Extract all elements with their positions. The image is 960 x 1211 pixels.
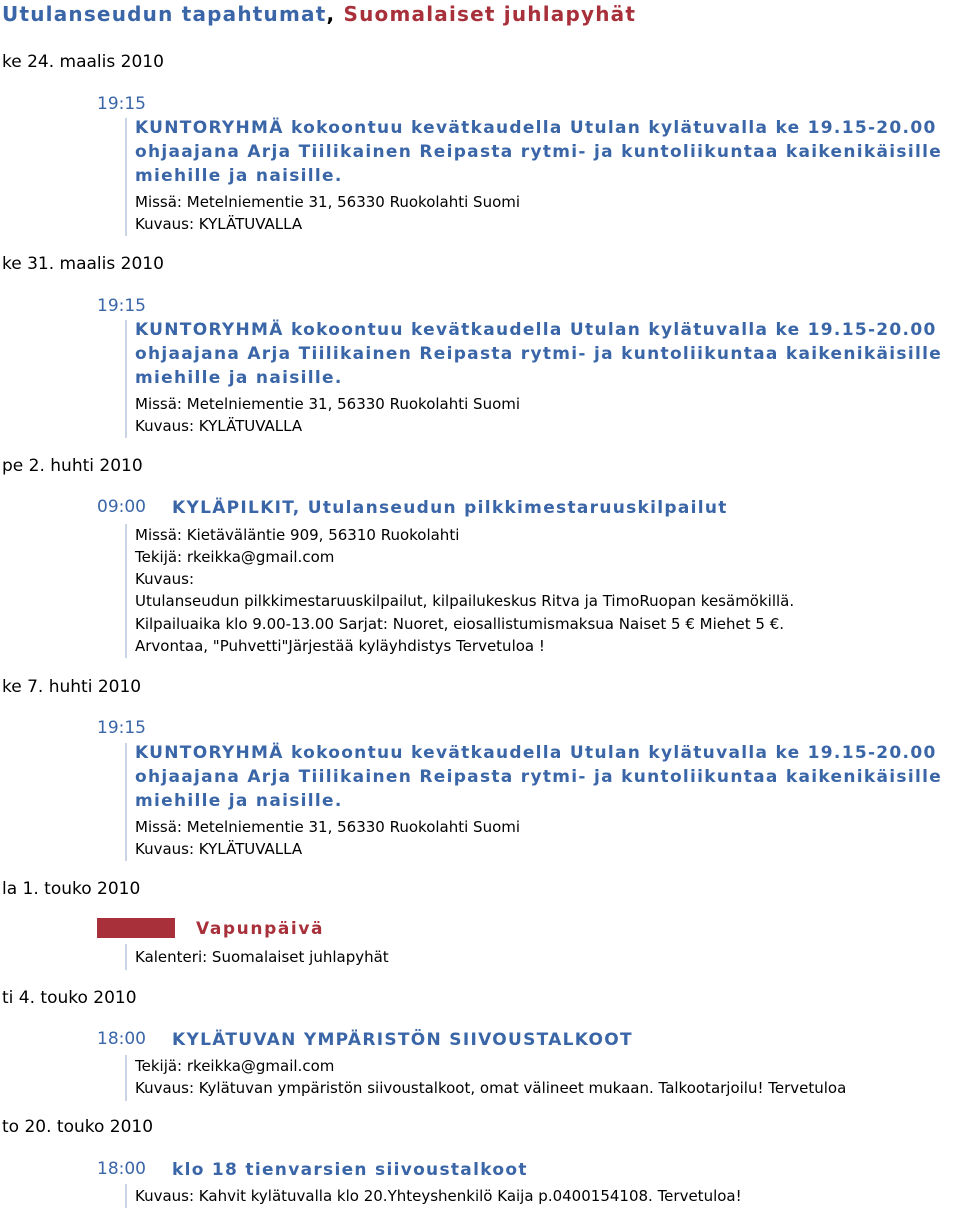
event-location: Missä: Metelniementie 31, 56330 Ruokolahti Suomi xyxy=(135,818,521,836)
event-organizer: Tekijä: rkeikka@gmail.com xyxy=(135,1057,335,1075)
day-heading: la 1. touko 2010 xyxy=(2,879,141,899)
event-calendar: Kalenteri: Suomalaiset juhlapyhät xyxy=(135,948,389,966)
event-title[interactable]: KUNTORYHMÄ kokoontuu kevätkaudella Utulan kylätuvalla ke 19.15-20.00 xyxy=(135,118,937,138)
event-marker xyxy=(125,1184,127,1208)
event-time: 18:00 xyxy=(97,1159,146,1179)
event-title-line[interactable]: ohjaajana Arja Tiilikainen Reipasta rytmi- ja kuntoliikuntaa kaikenikäisille xyxy=(135,344,943,364)
day-heading: pe 2. huhti 2010 xyxy=(2,456,143,476)
event-title-line[interactable]: ohjaajana Arja Tiilikainen Reipasta rytmi- ja kuntoliikuntaa kaikenikäisille xyxy=(135,142,943,162)
event-description: Kuvaus: Kahvit kylätuvalla klo 20.Yhteyshenkilö Kaija p.0400154108. Tervetuloa! xyxy=(135,1187,742,1205)
event-description: Kilpailuaika klo 9.00-13.00 Sarjat: Nuoret, eiosallistumismaksua Naiset 5 € Miehet 5 €. xyxy=(135,615,785,633)
holiday-color-swatch xyxy=(97,918,175,938)
day-heading: to 20. touko 2010 xyxy=(2,1117,154,1137)
event-description: Kuvaus: KYLÄTUVALLA xyxy=(135,417,303,435)
event-marker xyxy=(125,320,127,438)
event-location: Missä: Metelniementie 31, 56330 Ruokolahti Suomi xyxy=(135,193,521,211)
event-title-line[interactable]: ohjaajana Arja Tiilikainen Reipasta rytmi- ja kuntoliikuntaa kaikenikäisille xyxy=(135,767,943,787)
title-separator: , xyxy=(326,2,336,26)
event-description: Utulanseudun pilkkimestaruuskilpailut, kilpailukeskus Ritva ja TimoRuopan kesämökillä. xyxy=(135,592,795,610)
event-time: 19:15 xyxy=(97,296,146,316)
event-time: 19:15 xyxy=(97,718,146,738)
calendar-name-utulanseudun[interactable]: Utulanseudun tapahtumat xyxy=(2,2,327,26)
event-time: 19:15 xyxy=(97,94,146,114)
event-title[interactable]: KUNTORYHMÄ kokoontuu kevätkaudella Utulan kylätuvalla ke 19.15-20.00 xyxy=(135,743,937,763)
event-description: Kuvaus: KYLÄTUVALLA xyxy=(135,840,303,858)
event-description: Kuvaus: KYLÄTUVALLA xyxy=(135,215,303,233)
event-organizer: Tekijä: rkeikka@gmail.com xyxy=(135,548,335,566)
event-title-line[interactable]: miehille ja naisille. xyxy=(135,791,343,811)
event-location: Missä: Metelniementie 31, 56330 Ruokolahti Suomi xyxy=(135,395,521,413)
event-title-line[interactable]: miehille ja naisille. xyxy=(135,368,343,388)
event-time: 09:00 xyxy=(97,497,146,517)
holiday-title[interactable]: Vapunpäivä xyxy=(196,919,325,939)
event-title[interactable]: KYLÄPILKIT, Utulanseudun pilkkimestaruuskilpailut xyxy=(172,498,728,518)
event-marker xyxy=(125,944,127,970)
event-marker xyxy=(125,743,127,861)
event-marker xyxy=(125,1055,127,1101)
event-description-label: Kuvaus: xyxy=(135,570,195,588)
day-heading: ti 4. touko 2010 xyxy=(2,988,137,1008)
event-marker xyxy=(125,118,127,236)
event-title[interactable]: KYLÄTUVAN YMPÄRISTÖN SIIVOUSTALKOOT xyxy=(172,1030,633,1050)
calendar-name-juhlapyhat[interactable]: Suomalaiset juhlapyhät xyxy=(343,2,637,26)
day-heading: ke 31. maalis 2010 xyxy=(2,254,164,274)
event-description: Kuvaus: Kylätuvan ympäristön siivoustalkoot, omat välineet mukaan. Talkootarjoilu! Tervetuloa xyxy=(135,1079,847,1097)
event-title[interactable]: klo 18 tienvarsien siivoustalkoot xyxy=(172,1160,528,1180)
event-marker xyxy=(125,524,127,658)
event-description: Arvontaa, "Puhvetti"Järjestää kyläyhdistys Tervetuloa ! xyxy=(135,637,545,655)
day-heading: ke 24. maalis 2010 xyxy=(2,52,164,72)
page-title xyxy=(2,2,636,26)
day-heading: ke 7. huhti 2010 xyxy=(2,677,142,697)
event-location: Missä: Kietäväläntie 909, 56310 Ruokolahti xyxy=(135,526,460,544)
event-time: 18:00 xyxy=(97,1029,146,1049)
event-title[interactable]: KUNTORYHMÄ kokoontuu kevätkaudella Utulan kylätuvalla ke 19.15-20.00 xyxy=(135,320,937,340)
event-title-line[interactable]: miehille ja naisille. xyxy=(135,166,343,186)
